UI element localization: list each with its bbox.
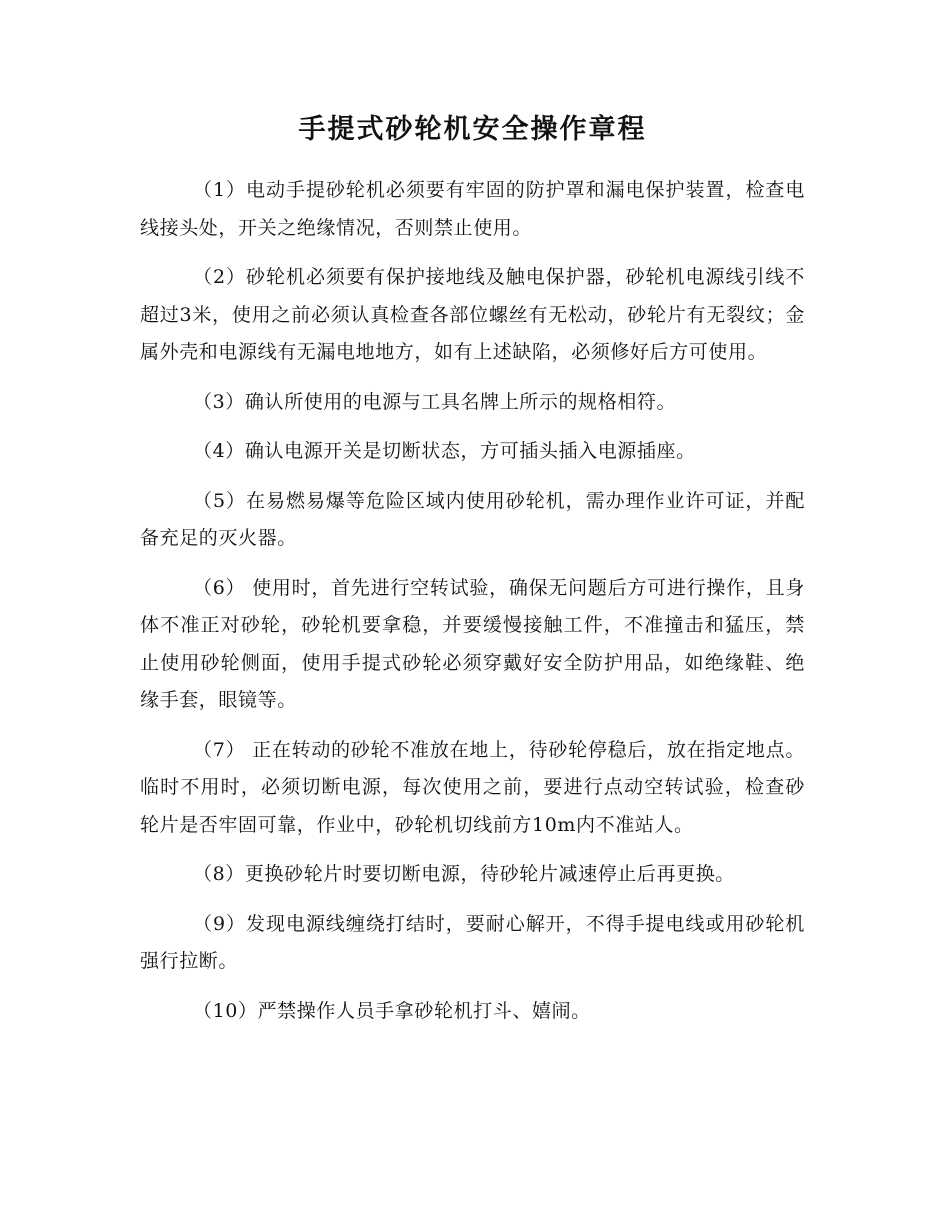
paragraph-1: （1）电动手提砂轮机必须要有牢固的防护罩和漏电保护装置，检查电线接头处，开关之绝缘情况，否则禁止使用。 [140, 179, 805, 239]
paragraph-10: （10）严禁操作人员手拿砂轮机打斗、嬉闹。 [193, 999, 591, 1022]
paragraph-6: （6） 使用时，首先进行空转试验，确保无问题后方可进行操作，且身体不准正对砂轮，砂轮机要拿稳，并要缓慢接触工件，不准撞击和猛压，禁止使用砂轮侧面，使用手提式砂轮必须穿戴好安全防护用品，如绝缘鞋、绝缘手套，眼镜等。 [140, 576, 805, 711]
paragraph-4: （4）确认电源开关是切断状态，方可插头插入电源插座。 [193, 440, 696, 462]
paragraph-5: （5）在易燃易爆等危险区域内使用砂轮机，需办理作业许可证，并配备充足的灭火器。 [140, 489, 805, 549]
paragraph-8: （8）更换砂轮片时要切断电源，待砂轮片减速停止后再更换。 [193, 863, 735, 885]
document-page [140, 110, 805, 1042]
paragraph-7: （7） 正在转动的砂轮不准放在地上，待砂轮停稳后，放在指定地点。临时不用时，必须切断电源，每次使用之前，要进行点动空转试验，检查砂轮片是否牢固可靠，作业中，砂轮机切线前方10m内不准站人。 [140, 738, 805, 836]
paragraph-9: （9）发现电源线缠绕打结时，要耐心解开，不得手提电线或用砂轮机强行拉断。 [140, 912, 805, 972]
document-title: 手提式砂轮机安全操作章程 [298, 114, 647, 145]
paragraph-3: （3）确认所使用的电源与工具名牌上所示的规格相符。 [193, 390, 677, 413]
paragraph-2: （2）砂轮机必须要有保护接地线及触电保护器，砂轮机电源线引线不超过3米，使用之前必须认真检查各部位螺丝有无松动，砂轮片有无裂纹；金属外壳和电源线有无漏电地地方，如有上述缺陷，必须修好后方可使用。 [140, 266, 805, 363]
